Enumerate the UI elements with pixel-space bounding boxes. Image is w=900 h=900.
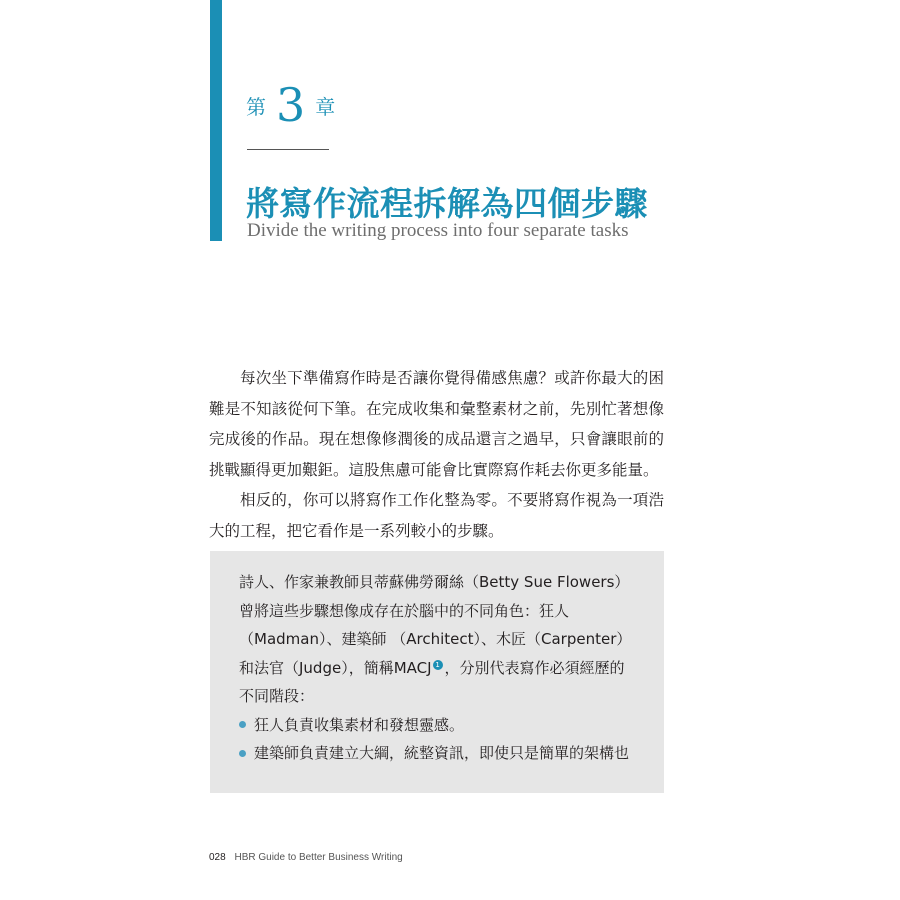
chapter-suffix: 章 [315,94,336,119]
footnote-marker[interactable]: 1 [433,660,443,670]
callout-intro-text-cont: ，分別代表寫作必須經歷的不同階段： [239,658,625,705]
chapter-divider [247,149,329,150]
callout-bullet [239,711,639,740]
book-title: HBR Guide to Better Business Writing [234,852,403,863]
callout-box [210,551,664,793]
page-number: 028 [209,852,226,863]
chapter-number: 3 [276,78,306,132]
callout-bullet [239,739,639,768]
bullet-icon [239,750,246,757]
chapter-prefix: 第 [246,94,266,119]
callout-bullet-text: 狂人負責收集素材和發想靈感。 [254,715,465,734]
body-text [209,363,664,546]
chapter-accent-bar [210,0,222,241]
chapter-title-en: Divide the writing process into four separate tasks [247,220,629,241]
chapter-title-zh: 將寫作流程拆解為四個步驟 [246,184,648,223]
callout-intro [239,568,639,711]
chapter-heading [246,75,335,135]
body-paragraph: 相反的，你可以將寫作工作化整為零。不要將寫作視為一項浩大的工程，把它看作是一系列較小的步驟。 [209,491,664,540]
callout-bullet-text: 建築師負責建立大綱，統整資訊，即使只是簡單的架構也 [254,744,630,762]
page-footer [209,852,403,863]
bullet-icon [239,721,246,728]
body-paragraph: 每次坐下準備寫作時是否讓你覺得備感焦慮？或許你最大的困難是不知該從何下筆。在完成收集和彙整素材之前，先別忙著想像完成後的作品。現在想像修潤後的成品還言之過早，只會讓眼前的挑戰顯得更加艱鉅。這股焦慮可能會比實際寫作耗去你更多能量。 [209,369,664,479]
callout-intro-text: 詩人、作家兼教師貝蒂蘇佛勞爾絲（Betty Sue Flowers）曾將這些步驟想像成存在於腦中的不同角色：狂人（Madman）、建築師 （Architect）、木匠（Carpenter）和法官（Judge），簡稱MACJ [239,573,632,677]
callout-content [239,568,639,768]
